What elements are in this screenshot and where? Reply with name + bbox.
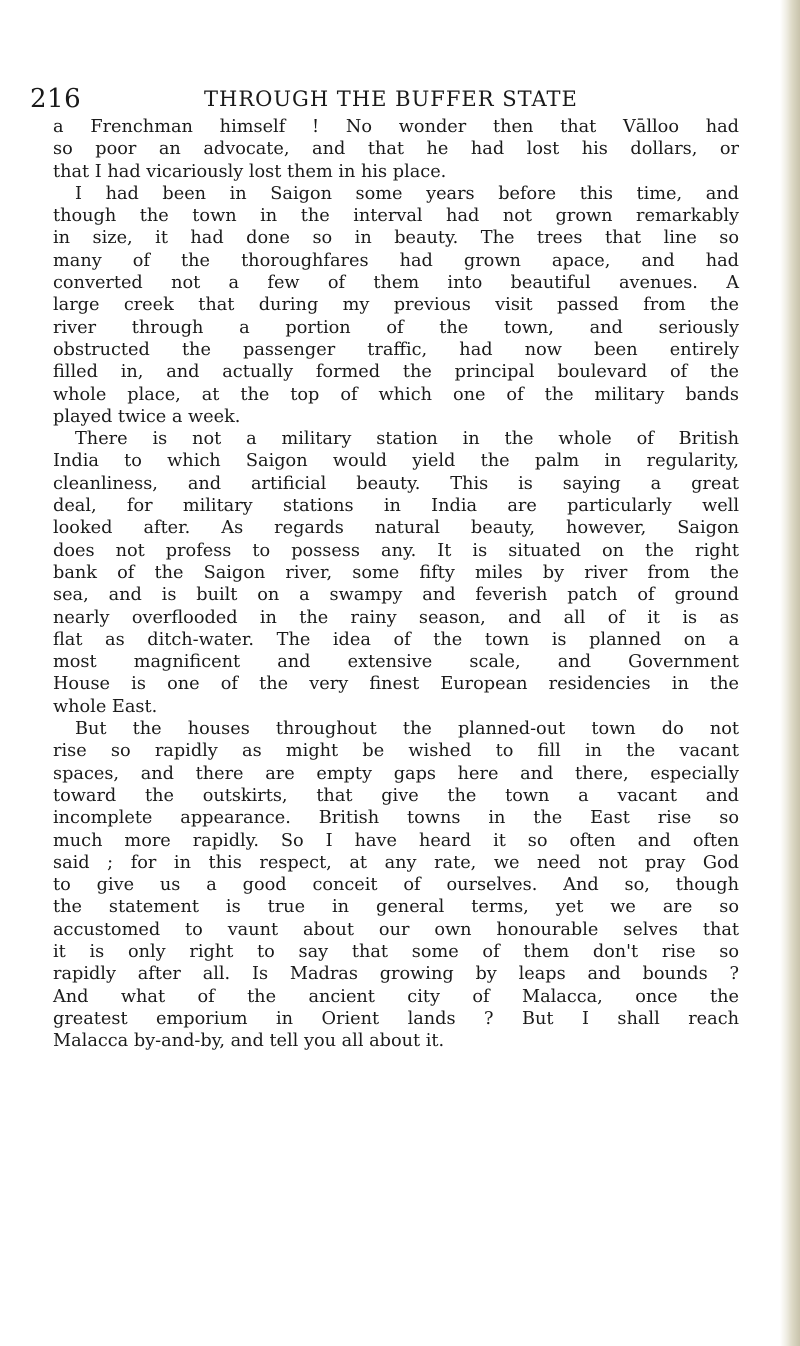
text-line: I had been in Saigon some years before this time, and (75, 183, 739, 204)
text-line: though the town in the interval had not grown remarkably (53, 206, 739, 227)
text-line: obstructed the passenger traffic, had now been entirely (53, 339, 739, 360)
text-line: it is only right to say that some of them don't rise so (53, 941, 739, 962)
running-head: THROUGH THE BUFFER STATE (204, 87, 578, 111)
text-line: incomplete appearance. British towns in the East rise so (53, 808, 739, 829)
text-line: deal, for military stations in India are particularly well (53, 496, 739, 517)
text-line: House is one of the very finest European residencies in the (53, 674, 739, 695)
text-line: whole East. (53, 696, 158, 717)
text-line: much more rapidly. So I have heard it so often and often (53, 830, 739, 851)
text-line: greatest emporium in Orient lands ? But I shall reach (53, 1008, 739, 1029)
text-line: does not profess to possess any. It is situated on the right (53, 540, 739, 561)
text-line: There is not a military station in the whole of British (75, 429, 739, 450)
text-line: a Frenchman himself ! No wonder then that Vālloo had (53, 117, 739, 137)
text-line: looked after. As regards natural beauty, however, Saigon (53, 518, 739, 539)
text-line: river through a portion of the town, and seriously (53, 317, 739, 338)
text-line: the statement is true in general terms, yet we are so (53, 897, 739, 918)
text-line: rise so rapidly as might be wished to fill in the vacant (53, 741, 739, 762)
text-line: Malacca by-and-by, and tell you all about it. (53, 1031, 445, 1052)
text-line: rapidly after all. Is Madras growing by leaps and bounds ? (53, 964, 739, 985)
text-line: to give us a good conceit of ourselves. And so, though (53, 875, 739, 896)
page-edge-shadow (780, 0, 800, 1346)
text-line: filled in, and actually formed the principal boulevard of the (53, 362, 739, 383)
text-line: in size, it had done so in beauty. The trees that line so (53, 228, 739, 249)
page-header (30, 84, 770, 114)
text-line: whole place, at the top of which one of the military bands (53, 384, 739, 405)
text-line: sea, and is built on a swampy and feverish patch of ground (53, 585, 739, 606)
text-line: toward the outskirts, that give the town a vacant and (53, 785, 739, 806)
text-line: cleanliness, and artificial beauty. This is saying a great (53, 473, 739, 494)
text-line: played twice a week. (53, 406, 241, 427)
text-line: many of the thoroughfares had grown apace, and had (53, 250, 739, 271)
text-line: most magnificent and extensive scale, and Government (53, 652, 739, 673)
text-line: And what of the ancient city of Malacca, once the (53, 986, 739, 1007)
text-line: said ; for in this respect, at any rate, we need not pray God (53, 852, 739, 873)
page-number: 216 (30, 84, 82, 114)
text-line: that I had vicariously lost them in his place. (53, 161, 447, 182)
text-line: spaces, and there are empty gaps here and there, especially (53, 763, 739, 784)
text-line: India to which Saigon would yield the palm in regularity, (53, 451, 739, 472)
text-line: nearly overflooded in the rainy season, and all of it is as (53, 607, 739, 628)
text-line: so poor an advocate, and that he had lost his dollars, or (53, 139, 739, 160)
text-line: large creek that during my previous visit passed from the (53, 295, 739, 316)
text-line: converted not a few of them into beautiful avenues. A (53, 273, 739, 294)
text-line: flat as ditch-water. The idea of the town is planned on a (53, 629, 739, 650)
text-line: bank of the Saigon river, some fifty miles by river from the (53, 562, 739, 583)
text-line: But the houses throughout the planned-out town do not (75, 719, 739, 740)
body-text (53, 116, 739, 1052)
text-line: accustomed to vaunt about our own honourable selves that (53, 919, 739, 940)
